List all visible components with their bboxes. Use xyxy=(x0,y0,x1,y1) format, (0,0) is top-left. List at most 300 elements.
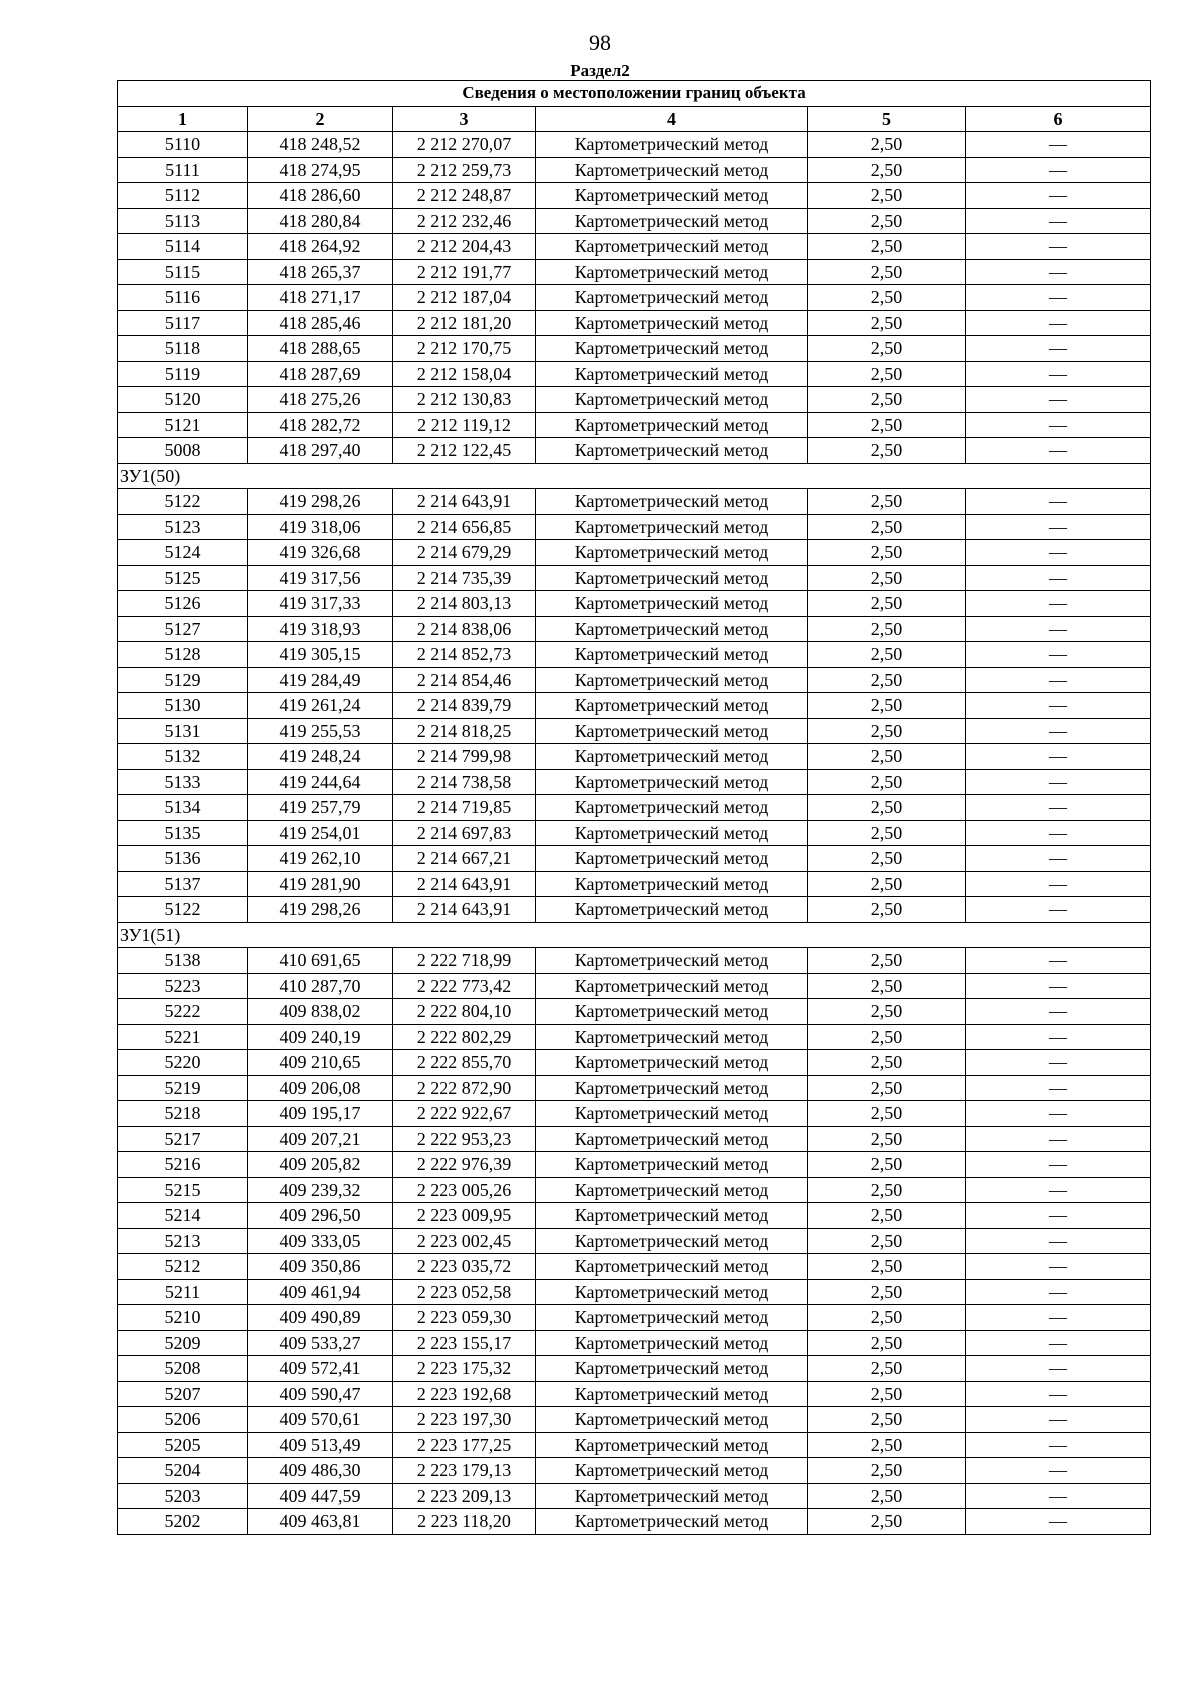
method-cell: Картометрический метод xyxy=(536,744,808,770)
accuracy-cell: 2,50 xyxy=(808,820,966,846)
table-row xyxy=(118,948,1151,974)
table-row xyxy=(118,616,1151,642)
x-coordinate-cell: 419 248,24 xyxy=(248,744,393,770)
table-row xyxy=(118,157,1151,183)
column-header: 2 xyxy=(248,106,393,132)
x-coordinate-cell: 419 244,64 xyxy=(248,769,393,795)
method-cell: Картометрический метод xyxy=(536,1407,808,1433)
x-coordinate-cell: 409 195,17 xyxy=(248,1101,393,1127)
accuracy-cell: 2,50 xyxy=(808,642,966,668)
note-cell: — xyxy=(966,820,1151,846)
note-cell: — xyxy=(966,948,1151,974)
point-number-cell: 5202 xyxy=(118,1509,248,1535)
x-coordinate-cell: 409 572,41 xyxy=(248,1356,393,1382)
method-cell: Картометрический метод xyxy=(536,591,808,617)
note-cell: — xyxy=(966,1407,1151,1433)
table-row xyxy=(118,693,1151,719)
table-row xyxy=(118,973,1151,999)
table-row xyxy=(118,744,1151,770)
x-coordinate-cell: 419 255,53 xyxy=(248,718,393,744)
note-cell: — xyxy=(966,412,1151,438)
method-cell: Картометрический метод xyxy=(536,1050,808,1076)
land-plot-group-label: ЗУ1(50) xyxy=(118,463,1151,489)
note-cell: — xyxy=(966,1203,1151,1229)
point-number-cell: 5222 xyxy=(118,999,248,1025)
table-row xyxy=(118,1407,1151,1433)
method-cell: Картометрический метод xyxy=(536,1432,808,1458)
y-coordinate-cell: 2 212 204,43 xyxy=(393,234,536,260)
y-coordinate-cell: 2 214 656,85 xyxy=(393,514,536,540)
y-coordinate-cell: 2 212 259,73 xyxy=(393,157,536,183)
y-coordinate-cell: 2 212 119,12 xyxy=(393,412,536,438)
method-cell: Картометрический метод xyxy=(536,565,808,591)
table-row xyxy=(118,846,1151,872)
accuracy-cell: 2,50 xyxy=(808,387,966,413)
y-coordinate-cell: 2 223 155,17 xyxy=(393,1330,536,1356)
x-coordinate-cell: 409 590,47 xyxy=(248,1381,393,1407)
note-cell: — xyxy=(966,1356,1151,1382)
table-row xyxy=(118,1458,1151,1484)
y-coordinate-cell: 2 222 718,99 xyxy=(393,948,536,974)
accuracy-cell: 2,50 xyxy=(808,1330,966,1356)
note-cell: — xyxy=(966,1126,1151,1152)
method-cell: Картометрический метод xyxy=(536,897,808,923)
method-cell: Картометрический метод xyxy=(536,259,808,285)
method-cell: Картометрический метод xyxy=(536,718,808,744)
note-cell: — xyxy=(966,565,1151,591)
x-coordinate-cell: 409 838,02 xyxy=(248,999,393,1025)
x-coordinate-cell: 418 282,72 xyxy=(248,412,393,438)
y-coordinate-cell: 2 212 122,45 xyxy=(393,438,536,464)
note-cell: — xyxy=(966,667,1151,693)
table-row xyxy=(118,208,1151,234)
method-cell: Картометрический метод xyxy=(536,1483,808,1509)
x-coordinate-cell: 409 570,61 xyxy=(248,1407,393,1433)
accuracy-cell: 2,50 xyxy=(808,310,966,336)
y-coordinate-cell: 2 214 854,46 xyxy=(393,667,536,693)
y-coordinate-cell: 2 214 697,83 xyxy=(393,820,536,846)
note-cell: — xyxy=(966,1152,1151,1178)
method-cell: Картометрический метод xyxy=(536,795,808,821)
point-number-cell: 5113 xyxy=(118,208,248,234)
point-number-cell: 5207 xyxy=(118,1381,248,1407)
boundary-coordinates-table xyxy=(117,80,1151,1535)
method-cell: Картометрический метод xyxy=(536,948,808,974)
point-number-cell: 5205 xyxy=(118,1432,248,1458)
table-row xyxy=(118,361,1151,387)
x-coordinate-cell: 418 287,69 xyxy=(248,361,393,387)
x-coordinate-cell: 419 317,33 xyxy=(248,591,393,617)
table-row xyxy=(118,1152,1151,1178)
x-coordinate-cell: 418 264,92 xyxy=(248,234,393,260)
method-cell: Картометрический метод xyxy=(536,999,808,1025)
accuracy-cell: 2,50 xyxy=(808,183,966,209)
y-coordinate-cell: 2 214 679,29 xyxy=(393,540,536,566)
note-cell: — xyxy=(966,361,1151,387)
point-number-cell: 5220 xyxy=(118,1050,248,1076)
method-cell: Картометрический метод xyxy=(536,693,808,719)
y-coordinate-cell: 2 212 270,07 xyxy=(393,132,536,158)
accuracy-cell: 2,50 xyxy=(808,438,966,464)
table-row xyxy=(118,438,1151,464)
x-coordinate-cell: 419 261,24 xyxy=(248,693,393,719)
note-cell: — xyxy=(966,1101,1151,1127)
x-coordinate-cell: 409 207,21 xyxy=(248,1126,393,1152)
accuracy-cell: 2,50 xyxy=(808,744,966,770)
x-coordinate-cell: 418 280,84 xyxy=(248,208,393,234)
note-cell: — xyxy=(966,310,1151,336)
x-coordinate-cell: 418 265,37 xyxy=(248,259,393,285)
note-cell: — xyxy=(966,285,1151,311)
point-number-cell: 5215 xyxy=(118,1177,248,1203)
method-cell: Картометрический метод xyxy=(536,1381,808,1407)
table-row xyxy=(118,489,1151,515)
point-number-cell: 5217 xyxy=(118,1126,248,1152)
method-cell: Картометрический метод xyxy=(536,412,808,438)
table-row xyxy=(118,310,1151,336)
point-number-cell: 5209 xyxy=(118,1330,248,1356)
table-row xyxy=(118,1050,1151,1076)
note-cell: — xyxy=(966,1305,1151,1331)
x-coordinate-cell: 419 281,90 xyxy=(248,871,393,897)
method-cell: Картометрический метод xyxy=(536,1458,808,1484)
method-cell: Картометрический метод xyxy=(536,387,808,413)
accuracy-cell: 2,50 xyxy=(808,1126,966,1152)
table-row xyxy=(118,642,1151,668)
accuracy-cell: 2,50 xyxy=(808,1177,966,1203)
method-cell: Картометрический метод xyxy=(536,336,808,362)
note-cell: — xyxy=(966,157,1151,183)
accuracy-cell: 2,50 xyxy=(808,846,966,872)
point-number-cell: 5126 xyxy=(118,591,248,617)
point-number-cell: 5211 xyxy=(118,1279,248,1305)
x-coordinate-cell: 409 240,19 xyxy=(248,1024,393,1050)
method-cell: Картометрический метод xyxy=(536,820,808,846)
note-cell: — xyxy=(966,616,1151,642)
accuracy-cell: 2,50 xyxy=(808,1458,966,1484)
method-cell: Картометрический метод xyxy=(536,489,808,515)
note-cell: — xyxy=(966,540,1151,566)
note-cell: — xyxy=(966,1381,1151,1407)
accuracy-cell: 2,50 xyxy=(808,897,966,923)
point-number-cell: 5125 xyxy=(118,565,248,591)
table-caption-row xyxy=(118,81,1151,107)
y-coordinate-cell: 2 214 852,73 xyxy=(393,642,536,668)
point-number-cell: 5136 xyxy=(118,846,248,872)
accuracy-cell: 2,50 xyxy=(808,1254,966,1280)
table-row xyxy=(118,1432,1151,1458)
column-header-row xyxy=(118,106,1151,132)
y-coordinate-cell: 2 223 118,20 xyxy=(393,1509,536,1535)
x-coordinate-cell: 419 257,79 xyxy=(248,795,393,821)
table-row xyxy=(118,1177,1151,1203)
accuracy-cell: 2,50 xyxy=(808,795,966,821)
y-coordinate-cell: 2 222 802,29 xyxy=(393,1024,536,1050)
point-number-cell: 5127 xyxy=(118,616,248,642)
point-number-cell: 5133 xyxy=(118,769,248,795)
note-cell: — xyxy=(966,1432,1151,1458)
y-coordinate-cell: 2 212 181,20 xyxy=(393,310,536,336)
y-coordinate-cell: 2 223 177,25 xyxy=(393,1432,536,1458)
y-coordinate-cell: 2 214 803,13 xyxy=(393,591,536,617)
note-cell: — xyxy=(966,591,1151,617)
x-coordinate-cell: 409 490,89 xyxy=(248,1305,393,1331)
table-row xyxy=(118,897,1151,923)
x-coordinate-cell: 409 205,82 xyxy=(248,1152,393,1178)
x-coordinate-cell: 418 275,26 xyxy=(248,387,393,413)
table-row xyxy=(118,132,1151,158)
note-cell: — xyxy=(966,999,1151,1025)
accuracy-cell: 2,50 xyxy=(808,616,966,642)
x-coordinate-cell: 409 239,32 xyxy=(248,1177,393,1203)
method-cell: Картометрический метод xyxy=(536,1075,808,1101)
table-row xyxy=(118,1509,1151,1535)
method-cell: Картометрический метод xyxy=(536,1101,808,1127)
note-cell: — xyxy=(966,897,1151,923)
y-coordinate-cell: 2 222 953,23 xyxy=(393,1126,536,1152)
point-number-cell: 5115 xyxy=(118,259,248,285)
table-row xyxy=(118,718,1151,744)
note-cell: — xyxy=(966,769,1151,795)
method-cell: Картометрический метод xyxy=(536,1024,808,1050)
group-header-row xyxy=(118,922,1151,948)
method-cell: Картометрический метод xyxy=(536,540,808,566)
x-coordinate-cell: 418 297,40 xyxy=(248,438,393,464)
method-cell: Картометрический метод xyxy=(536,157,808,183)
point-number-cell: 5112 xyxy=(118,183,248,209)
table-row xyxy=(118,183,1151,209)
y-coordinate-cell: 2 214 643,91 xyxy=(393,897,536,923)
accuracy-cell: 2,50 xyxy=(808,1228,966,1254)
accuracy-cell: 2,50 xyxy=(808,336,966,362)
table-row xyxy=(118,1203,1151,1229)
method-cell: Картометрический метод xyxy=(536,1330,808,1356)
note-cell: — xyxy=(966,642,1151,668)
accuracy-cell: 2,50 xyxy=(808,693,966,719)
table-row xyxy=(118,387,1151,413)
table-row xyxy=(118,591,1151,617)
note-cell: — xyxy=(966,1177,1151,1203)
point-number-cell: 5223 xyxy=(118,973,248,999)
accuracy-cell: 2,50 xyxy=(808,514,966,540)
point-number-cell: 5137 xyxy=(118,871,248,897)
table-body xyxy=(118,132,1151,1535)
method-cell: Картометрический метод xyxy=(536,1356,808,1382)
y-coordinate-cell: 2 222 922,67 xyxy=(393,1101,536,1127)
method-cell: Картометрический метод xyxy=(536,616,808,642)
x-coordinate-cell: 418 274,95 xyxy=(248,157,393,183)
method-cell: Картометрический метод xyxy=(536,1228,808,1254)
y-coordinate-cell: 2 212 130,83 xyxy=(393,387,536,413)
table-row xyxy=(118,514,1151,540)
table-row xyxy=(118,336,1151,362)
method-cell: Картометрический метод xyxy=(536,769,808,795)
note-cell: — xyxy=(966,132,1151,158)
column-header: 4 xyxy=(536,106,808,132)
point-number-cell: 5204 xyxy=(118,1458,248,1484)
x-coordinate-cell: 409 296,50 xyxy=(248,1203,393,1229)
column-header: 3 xyxy=(393,106,536,132)
method-cell: Картометрический метод xyxy=(536,973,808,999)
y-coordinate-cell: 2 214 839,79 xyxy=(393,693,536,719)
page-number: 98 xyxy=(589,30,611,55)
x-coordinate-cell: 418 248,52 xyxy=(248,132,393,158)
table-row xyxy=(118,1228,1151,1254)
accuracy-cell: 2,50 xyxy=(808,871,966,897)
x-coordinate-cell: 418 286,60 xyxy=(248,183,393,209)
point-number-cell: 5129 xyxy=(118,667,248,693)
method-cell: Картометрический метод xyxy=(536,208,808,234)
accuracy-cell: 2,50 xyxy=(808,361,966,387)
x-coordinate-cell: 418 288,65 xyxy=(248,336,393,362)
note-cell: — xyxy=(966,514,1151,540)
table-row xyxy=(118,565,1151,591)
accuracy-cell: 2,50 xyxy=(808,718,966,744)
y-coordinate-cell: 2 214 719,85 xyxy=(393,795,536,821)
y-coordinate-cell: 2 223 002,45 xyxy=(393,1228,536,1254)
land-plot-group-label: ЗУ1(51) xyxy=(118,922,1151,948)
x-coordinate-cell: 409 461,94 xyxy=(248,1279,393,1305)
note-cell: — xyxy=(966,693,1151,719)
x-coordinate-cell: 418 285,46 xyxy=(248,310,393,336)
method-cell: Картометрический метод xyxy=(536,1126,808,1152)
point-number-cell: 5138 xyxy=(118,948,248,974)
table-caption: Сведения о местоположении границ объекта xyxy=(118,81,1151,107)
x-coordinate-cell: 419 318,93 xyxy=(248,616,393,642)
method-cell: Картометрический метод xyxy=(536,1305,808,1331)
point-number-cell: 5214 xyxy=(118,1203,248,1229)
x-coordinate-cell: 409 206,08 xyxy=(248,1075,393,1101)
x-coordinate-cell: 410 691,65 xyxy=(248,948,393,974)
point-number-cell: 5219 xyxy=(118,1075,248,1101)
point-number-cell: 5130 xyxy=(118,693,248,719)
y-coordinate-cell: 2 214 735,39 xyxy=(393,565,536,591)
accuracy-cell: 2,50 xyxy=(808,769,966,795)
method-cell: Картометрический метод xyxy=(536,234,808,260)
accuracy-cell: 2,50 xyxy=(808,1305,966,1331)
x-coordinate-cell: 409 513,49 xyxy=(248,1432,393,1458)
x-coordinate-cell: 419 254,01 xyxy=(248,820,393,846)
point-number-cell: 5221 xyxy=(118,1024,248,1050)
accuracy-cell: 2,50 xyxy=(808,157,966,183)
y-coordinate-cell: 2 223 192,68 xyxy=(393,1381,536,1407)
point-number-cell: 5008 xyxy=(118,438,248,464)
point-number-cell: 5128 xyxy=(118,642,248,668)
method-cell: Картометрический метод xyxy=(536,438,808,464)
table-row xyxy=(118,667,1151,693)
note-cell: — xyxy=(966,183,1151,209)
column-header: 1 xyxy=(118,106,248,132)
note-cell: — xyxy=(966,1254,1151,1280)
accuracy-cell: 2,50 xyxy=(808,1152,966,1178)
y-coordinate-cell: 2 214 643,91 xyxy=(393,871,536,897)
y-coordinate-cell: 2 212 191,77 xyxy=(393,259,536,285)
note-cell: — xyxy=(966,718,1151,744)
method-cell: Картометрический метод xyxy=(536,285,808,311)
accuracy-cell: 2,50 xyxy=(808,1432,966,1458)
point-number-cell: 5118 xyxy=(118,336,248,362)
y-coordinate-cell: 2 223 197,30 xyxy=(393,1407,536,1433)
accuracy-cell: 2,50 xyxy=(808,948,966,974)
accuracy-cell: 2,50 xyxy=(808,565,966,591)
y-coordinate-cell: 2 214 838,06 xyxy=(393,616,536,642)
y-coordinate-cell: 2 212 248,87 xyxy=(393,183,536,209)
note-cell: — xyxy=(966,1279,1151,1305)
point-number-cell: 5213 xyxy=(118,1228,248,1254)
accuracy-cell: 2,50 xyxy=(808,540,966,566)
accuracy-cell: 2,50 xyxy=(808,1075,966,1101)
accuracy-cell: 2,50 xyxy=(808,667,966,693)
point-number-cell: 5122 xyxy=(118,897,248,923)
note-cell: — xyxy=(966,234,1151,260)
method-cell: Картометрический метод xyxy=(536,1509,808,1535)
y-coordinate-cell: 2 222 804,10 xyxy=(393,999,536,1025)
accuracy-cell: 2,50 xyxy=(808,132,966,158)
method-cell: Картометрический метод xyxy=(536,1254,808,1280)
table-row xyxy=(118,412,1151,438)
table-row xyxy=(118,1279,1151,1305)
table-row xyxy=(118,259,1151,285)
point-number-cell: 5117 xyxy=(118,310,248,336)
table-row xyxy=(118,1126,1151,1152)
table-row xyxy=(118,540,1151,566)
point-number-cell: 5203 xyxy=(118,1483,248,1509)
table-row xyxy=(118,285,1151,311)
x-coordinate-cell: 409 533,27 xyxy=(248,1330,393,1356)
method-cell: Картометрический метод xyxy=(536,183,808,209)
note-cell: — xyxy=(966,1075,1151,1101)
y-coordinate-cell: 2 223 059,30 xyxy=(393,1305,536,1331)
note-cell: — xyxy=(966,1228,1151,1254)
note-cell: — xyxy=(966,1458,1151,1484)
column-header: 5 xyxy=(808,106,966,132)
x-coordinate-cell: 419 326,68 xyxy=(248,540,393,566)
method-cell: Картометрический метод xyxy=(536,871,808,897)
method-cell: Картометрический метод xyxy=(536,667,808,693)
method-cell: Картометрический метод xyxy=(536,1203,808,1229)
y-coordinate-cell: 2 223 175,32 xyxy=(393,1356,536,1382)
table-row xyxy=(118,769,1151,795)
y-coordinate-cell: 2 222 855,70 xyxy=(393,1050,536,1076)
note-cell: — xyxy=(966,795,1151,821)
accuracy-cell: 2,50 xyxy=(808,1101,966,1127)
x-coordinate-cell: 409 333,05 xyxy=(248,1228,393,1254)
accuracy-cell: 2,50 xyxy=(808,259,966,285)
table-row xyxy=(118,820,1151,846)
table-row xyxy=(118,234,1151,260)
note-cell: — xyxy=(966,1509,1151,1535)
method-cell: Картометрический метод xyxy=(536,310,808,336)
accuracy-cell: 2,50 xyxy=(808,208,966,234)
point-number-cell: 5122 xyxy=(118,489,248,515)
point-number-cell: 5135 xyxy=(118,820,248,846)
x-coordinate-cell: 419 298,26 xyxy=(248,897,393,923)
x-coordinate-cell: 409 486,30 xyxy=(248,1458,393,1484)
y-coordinate-cell: 2 223 209,13 xyxy=(393,1483,536,1509)
y-coordinate-cell: 2 222 976,39 xyxy=(393,1152,536,1178)
y-coordinate-cell: 2 222 773,42 xyxy=(393,973,536,999)
method-cell: Картометрический метод xyxy=(536,1279,808,1305)
y-coordinate-cell: 2 223 005,26 xyxy=(393,1177,536,1203)
note-cell: — xyxy=(966,846,1151,872)
group-header-row xyxy=(118,463,1151,489)
point-number-cell: 5111 xyxy=(118,157,248,183)
table-head xyxy=(118,81,1151,132)
y-coordinate-cell: 2 212 158,04 xyxy=(393,361,536,387)
point-number-cell: 5121 xyxy=(118,412,248,438)
point-number-cell: 5120 xyxy=(118,387,248,413)
method-cell: Картометрический метод xyxy=(536,514,808,540)
